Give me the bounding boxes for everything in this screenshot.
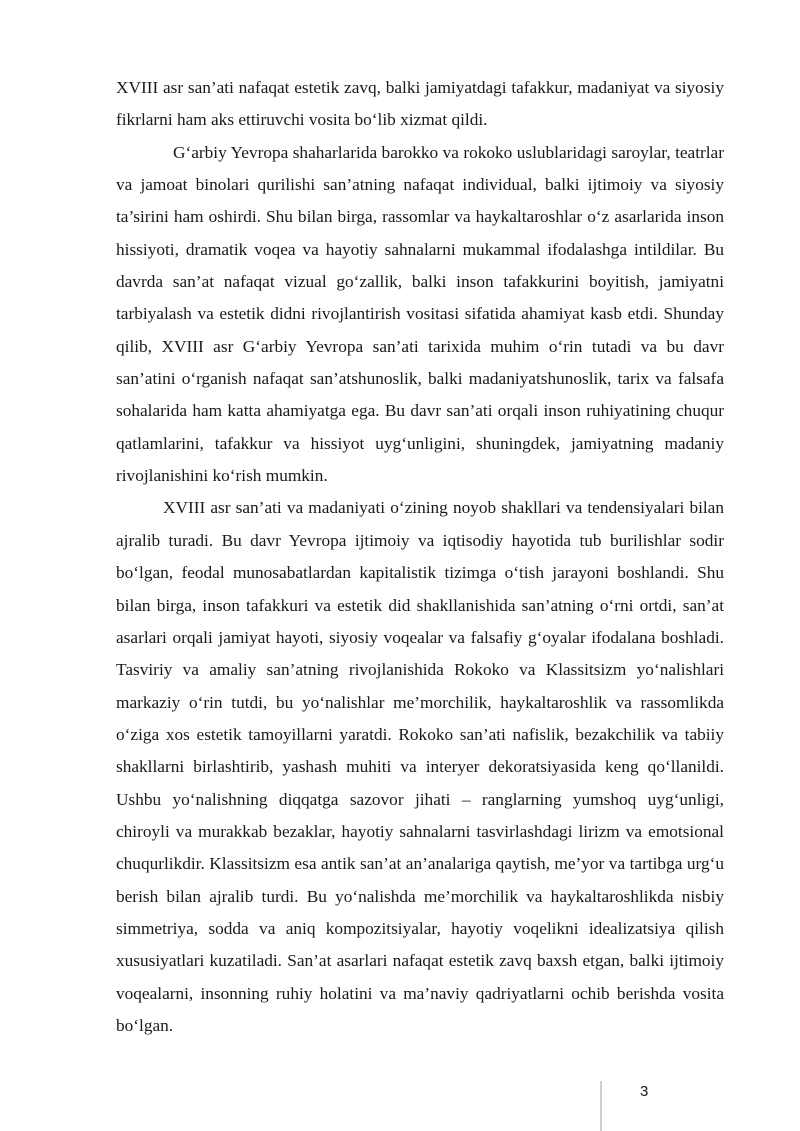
paragraph-continued: XVIII asr san’ati nafaqat estetik zavq, balki jamiyatdagi tafakkur, madaniyat va siyosiy fikrlarni ham aks ettiruvchi vosita bo‘lib xizmat qildi. <box>116 78 724 130</box>
footer-divider <box>600 1081 602 1131</box>
paragraph-western-europe: G‘arbiy Yevropa shaharlarida barokko va rokoko uslublaridagi saroylar, teatrlar va jamoat binolari qurilishi san’atning nafaqat individual, balki ijtimoiy va siyosiy ta’sirini ham oshirdi. Shu bilan birga, rassomlar va haykaltaroshlar o‘z asarlarida inson hissiyoti, dramatik voqea va hayotiy sahnalarni mukammal ifodalashga intildilar. Bu davrda san’at nafaqat vizual go‘zallik, balki inson tafakkurini boyitish, jamiyatni tarbiyalash va estetik didni rivojlantirish vositasi sifatida ahamiyat kasb etdi. Shunday qilib, XVIII asr G‘arbiy Yevropa san’ati tarixida muhim o‘rin tutadi va bu davr san’atini o‘rganish nafaqat san’atshunoslik, balki madaniyatshunoslik, tarix va falsafa sohalarida ham katta ahamiyatga ega. Bu davr san’ati orqali inson ruhiyatining chuqur qatlamlarini, tafakkur va hissiyot uyg‘unligini, shuningdek, jamiyatning madaniy rivojlanishini ko‘rish mumkin. <box>116 142 724 486</box>
body-text <box>116 72 724 1042</box>
paragraph-rococo-classicism: XVIII asr san’ati va madaniyati o‘zining noyob shakllari va tendensiyalari bilan ajralib turadi. Bu davr Yevropa ijtimoiy va iqtisodiy hayotida tub burilishlar sodir bo‘lgan, feodal munosabatlardan kapitalistik tizimga o‘tish jarayoni boshlandi. Shu bilan birga, inson tafakkuri va estetik did shakllanishida san’atning o‘rni ortdi, san’at asarlari orqali jamiyat hayoti, siyosiy voqealar va falsafiy g‘oyalar ifodalana boshladi. Tasviriy va amaliy san’atning rivojlanishida Rokoko va Klassitsizm yo‘nalishlari markaziy o‘rin tutdi, bu yo‘nalishlar me’morchilik, haykaltaroshlik va rassomlikda o‘ziga xos estetik tamoyillarni yaratdi. Rokoko san’ati nafislik, bezakchilik va tabiiy shakllarni birlashtirib, yashash muhiti va interyer dekoratsiyasida keng qo‘llanildi. Ushbu yo‘nalishning diqqatga sazovor jihati – ranglarning yumshoq uyg‘unligi, chiroyli va murakkab bezaklar, hayotiy sahnalarni tasvirlashdagi lirizm va emotsional chuqurlikdir. Klassitsizm esa antik san’at an’analariga qaytish, me’yor va tartibga urg‘u berish bilan ajralib turdi. Bu yo‘nalishda me’morchilik va haykaltaroshlikda nisbiy simmetriya, sodda va aniq kompozitsiyalar, hayotiy voqelikni idealizatsiya qilish xususiyatlari kuzatiladi. San’at asarlari nafaqat estetik zavq baxsh etgan, balki ijtimoiy voqealarni, insonning ruhiy holatini va ma’naviy qadriyatlarni ochib berishda vosita bo‘lgan. <box>116 498 724 1035</box>
page-number: 3 <box>640 1083 649 1100</box>
